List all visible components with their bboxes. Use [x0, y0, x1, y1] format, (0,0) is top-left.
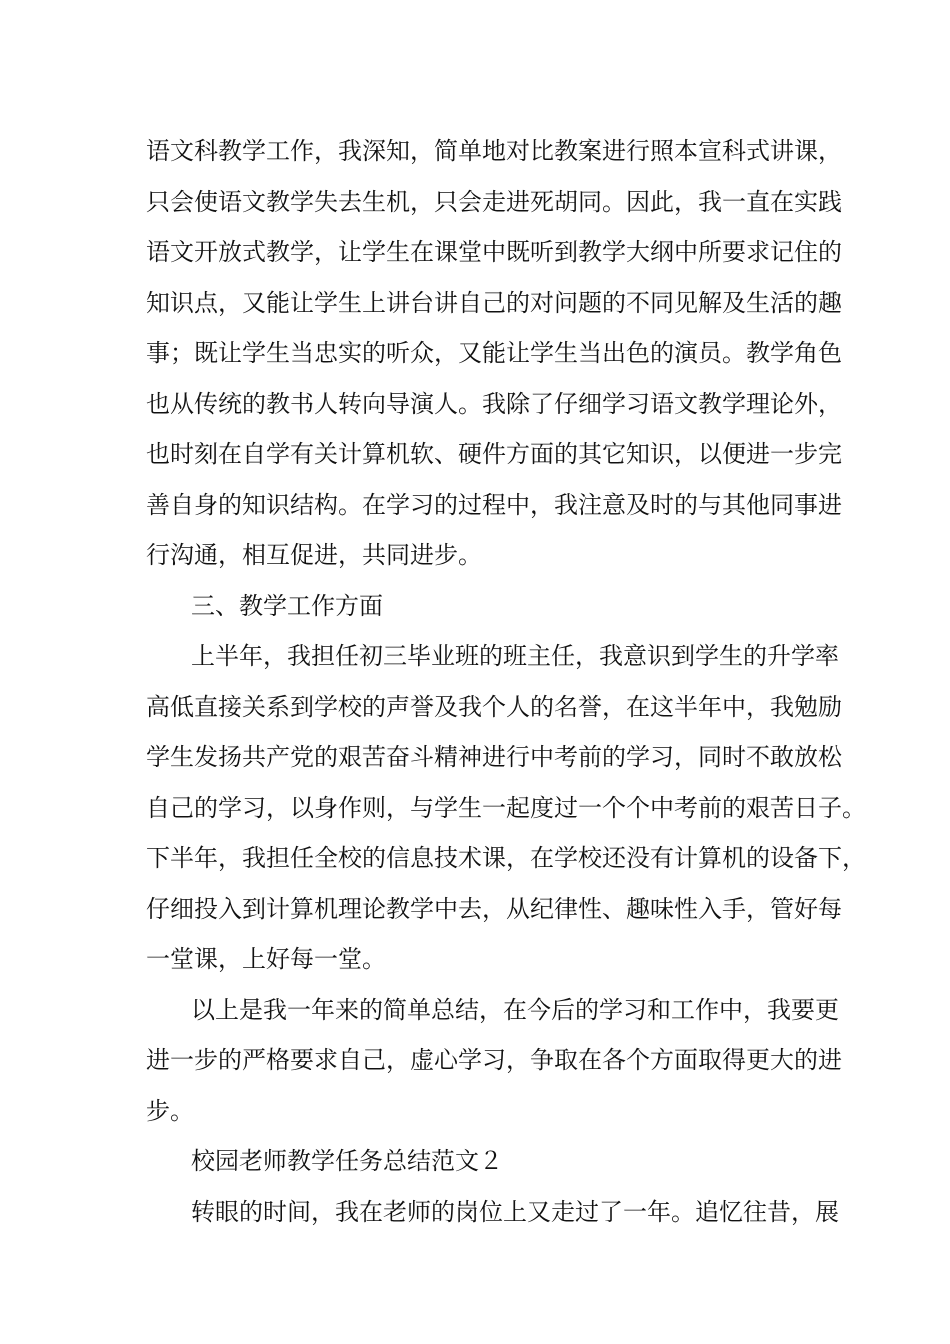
body-line: 事；既让学生当忠实的听众，又能让学生当出色的演员。教学角色: [146, 339, 842, 367]
paragraph-first-line: 以上是我一年来的简单总结，在今后的学习和工作中，我要更: [191, 995, 839, 1024]
body-line: 知识点，又能让学生上讲台讲自己的对问题的不同见解及生活的趣: [146, 288, 842, 317]
body-line: 进一步的严格要求自己，虚心学习，争取在各个方面取得更大的进: [146, 1046, 842, 1074]
paragraph-first-line: 转眼的时间，我在老师的岗位上又走过了一年。追忆往昔，展: [191, 1197, 839, 1226]
body-line: 善自身的知识结构。在学习的过程中，我注意及时的与其他同事进: [146, 490, 842, 519]
body-line: 只会使语文教学失去生机，只会走进死胡同。因此，我一直在实践: [146, 187, 842, 216]
body-line: 学生发扬共产党的艰苦奋斗精神进行中考前的学习，同时不敢放松: [146, 743, 842, 771]
body-line: 语文开放式教学，让学生在课堂中既听到教学大纲中所要求记住的: [146, 238, 842, 266]
body-line: 下半年，我担任全校的信息技术课，在学校还没有计算机的设备下，: [146, 844, 866, 872]
body-line: 行沟通，相互促进，共同进步。: [146, 541, 482, 569]
document-body: [146, 126, 866, 1237]
body-line: 语文科教学工作，我深知，简单地对比教案进行照本宣科式讲课，: [146, 137, 842, 165]
article-title: 校园老师教学任务总结范文２: [191, 1147, 503, 1175]
paragraph-first-line: 上半年，我担任初三毕业班的班主任，我意识到学生的升学率: [191, 642, 839, 670]
body-line: 一堂课，上好每一堂。: [146, 945, 386, 973]
body-line: 也从传统的教书人转向导演人。我除了仔细学习语文教学理论外，: [146, 389, 842, 418]
section-heading: 三、教学工作方面: [191, 591, 383, 620]
body-line: 自己的学习，以身作则，与学生一起度过一个个中考前的艰苦日子。: [146, 793, 866, 822]
body-line: 高低直接关系到学校的声誉及我个人的名誉，在这半年中，我勉励: [146, 692, 842, 721]
body-line: 步。: [146, 1096, 194, 1125]
body-line: 也时刻在自学有关计算机软、硬件方面的其它知识，以便进一步完: [146, 440, 842, 468]
body-line: 仔细投入到计算机理论教学中去，从纪律性、趣味性入手，管好每: [146, 894, 842, 923]
